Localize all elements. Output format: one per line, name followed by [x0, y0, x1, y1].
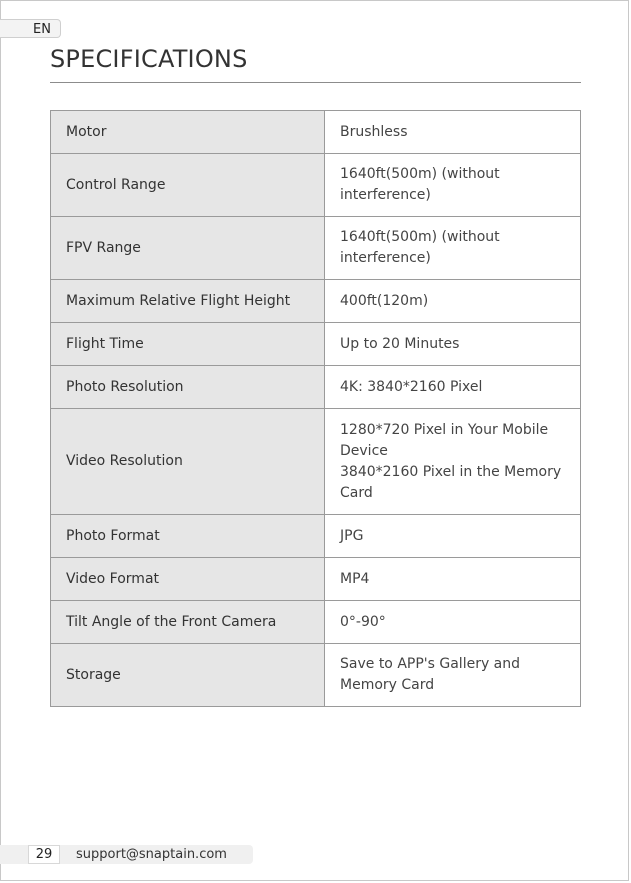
spec-label: Flight Time	[51, 323, 325, 366]
specifications-table	[50, 110, 581, 707]
spec-value: Up to 20 Minutes	[325, 323, 581, 366]
support-email: support@snaptain.com	[76, 847, 227, 862]
table-row	[51, 409, 581, 515]
spec-label: Motor	[51, 111, 325, 154]
spec-label: Maximum Relative Flight Height	[51, 280, 325, 323]
spec-value: 1640ft(500m) (without interference)	[325, 154, 581, 217]
spec-value: 400ft(120m)	[325, 280, 581, 323]
spec-value-line: 3840*2160 Pixel in the Memory Card	[340, 463, 562, 501]
spec-label: Photo Resolution	[51, 366, 325, 409]
title-divider	[50, 82, 581, 83]
table-row	[51, 323, 581, 366]
spec-value: 0°-90°	[325, 601, 581, 644]
language-tab: EN	[0, 19, 61, 38]
page-title: SPECIFICATIONS	[50, 45, 248, 73]
spec-value: 4K: 3840*2160 Pixel	[325, 366, 581, 409]
table-row	[51, 558, 581, 601]
table-row	[51, 111, 581, 154]
spec-value: JPG	[325, 515, 581, 558]
spec-label: Tilt Angle of the Front Camera	[51, 601, 325, 644]
spec-label: Video Resolution	[51, 409, 325, 515]
spec-label: Storage	[51, 644, 325, 707]
spec-value: 1640ft(500m) (without interference)	[325, 217, 581, 280]
spec-label: FPV Range	[51, 217, 325, 280]
table-row	[51, 366, 581, 409]
spec-value-line: 1280*720 Pixel in Your Mobile Device	[340, 421, 549, 459]
table-row	[51, 217, 581, 280]
table-row	[51, 601, 581, 644]
spec-label: Video Format	[51, 558, 325, 601]
spec-label: Photo Format	[51, 515, 325, 558]
spec-label: Control Range	[51, 154, 325, 217]
spec-value	[325, 409, 581, 515]
spec-value: MP4	[325, 558, 581, 601]
table-row	[51, 280, 581, 323]
table-row	[51, 515, 581, 558]
spec-value: Brushless	[325, 111, 581, 154]
page-number: 29	[28, 845, 60, 864]
table-row	[51, 154, 581, 217]
table-row	[51, 644, 581, 707]
spec-value: Save to APP's Gallery and Memory Card	[325, 644, 581, 707]
